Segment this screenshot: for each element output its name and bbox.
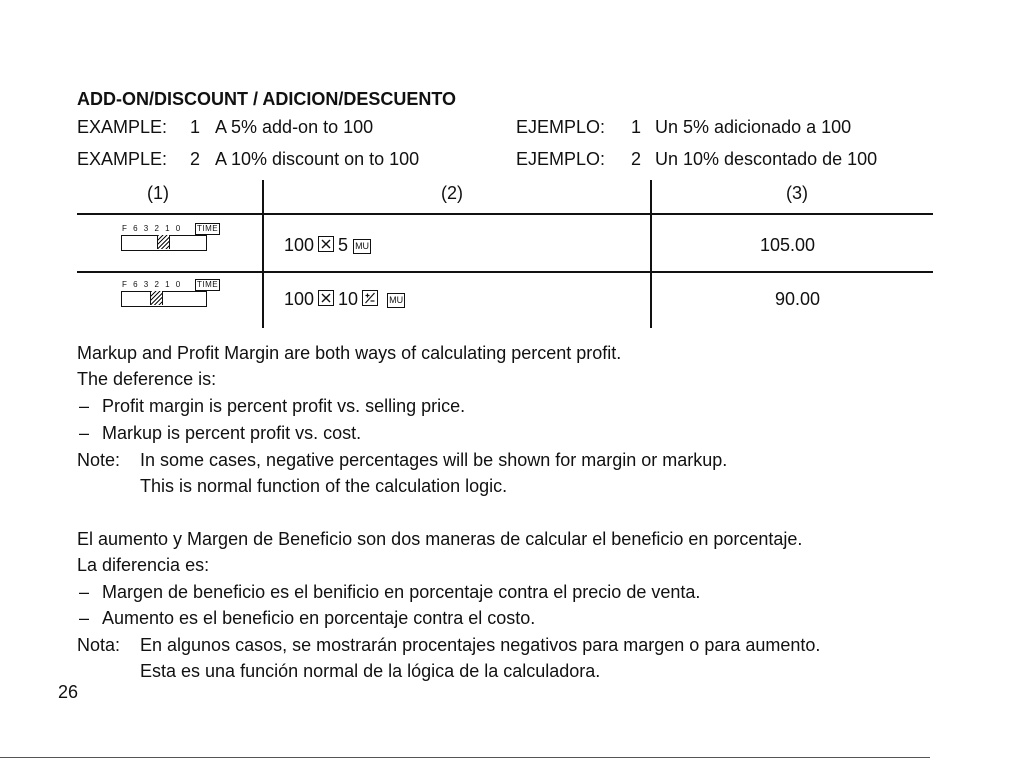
ejemplo-number: 2 (631, 149, 642, 169)
ejemplo-label: EJEMPLO: (516, 149, 606, 169)
paragraph: Markup and Profit Margin are both ways of calculating percent profit. (77, 343, 622, 363)
switch-slot (121, 291, 207, 307)
ejemplo-text: Un 5% adicionado a 100 (655, 117, 852, 137)
column-header-1: (1) (147, 183, 169, 203)
example-label: EXAMPLE: (77, 149, 168, 169)
result-value: 90.00 (775, 289, 821, 309)
section-heading: ADD-ON/DISCOUNT / ADICION/DESCUENTO (77, 89, 457, 109)
key-sequence (284, 288, 410, 310)
example-text: A 5% add-on to 100 (215, 117, 374, 137)
column-header-2: (2) (441, 183, 463, 203)
column-header-3: (3) (786, 183, 808, 203)
bullet-dash: – (79, 582, 90, 602)
bullet-dash: – (79, 396, 90, 416)
table-rule (77, 213, 933, 215)
key-sequence-number: 5 (338, 235, 349, 255)
time-label: TIME (197, 280, 219, 289)
ejemplo-number: 1 (631, 117, 642, 137)
multiply-key-icon (318, 290, 334, 306)
column-divider (262, 180, 264, 328)
column-divider (650, 180, 652, 328)
bullet-item: Margen de beneficio es el benificio en porcentaje contra el precio de venta. (102, 582, 701, 602)
key-sequence-number: 100 (284, 235, 315, 255)
switch-knob (150, 291, 163, 305)
result-value: 105.00 (760, 235, 816, 255)
ejemplo-label: EJEMPLO: (516, 117, 606, 137)
switch-position-labels: F 6 3 2 1 0 (122, 224, 183, 233)
switch-knob (157, 235, 170, 249)
time-label: TIME (197, 224, 219, 233)
page-number: 26 (58, 682, 79, 702)
example-number: 1 (190, 117, 201, 137)
multiply-key-icon (318, 236, 334, 252)
example-number: 2 (190, 149, 201, 169)
paragraph: La diferencia es: (77, 555, 210, 575)
key-sequence-number: 100 (284, 289, 315, 309)
mu-key-icon: MU (387, 293, 405, 308)
note-text: In some cases, negative percentages will be shown for margin or markup. (140, 450, 728, 470)
bullet-item: Aumento es el beneficio en porcentaje contra el costo. (102, 608, 536, 628)
note-text: En algunos casos, se mostrarán procentajes negativos para margen o para aumento. (140, 635, 821, 655)
table-rule (77, 271, 933, 273)
bullet-item: Markup is percent profit vs. cost. (102, 423, 362, 443)
note-text: Esta es una función normal de la lógica de la calculadora. (140, 661, 601, 681)
switch-position-labels: F 6 3 2 1 0 (122, 280, 183, 289)
key-sequence (284, 234, 376, 256)
example-label: EXAMPLE: (77, 117, 168, 137)
bullet-dash: – (79, 423, 90, 443)
note-label: Nota: (77, 635, 121, 655)
note-text: This is normal function of the calculation logic. (140, 476, 508, 496)
ejemplo-text: Un 10% descontado de 100 (655, 149, 878, 169)
page-bottom-rule (0, 757, 930, 758)
plus-minus-key-icon (362, 290, 378, 306)
mu-key-icon: MU (353, 239, 371, 254)
bullet-dash: – (79, 608, 90, 628)
paragraph: The deference is: (77, 369, 217, 389)
note-label: Note: (77, 450, 121, 470)
bullet-item: Profit margin is percent profit vs. selling price. (102, 396, 466, 416)
example-text: A 10% discount on to 100 (215, 149, 420, 169)
paragraph: El aumento y Margen de Beneficio son dos maneras de calcular el beneficio en porcentaje. (77, 529, 803, 549)
key-sequence-number: 10 (338, 289, 359, 309)
